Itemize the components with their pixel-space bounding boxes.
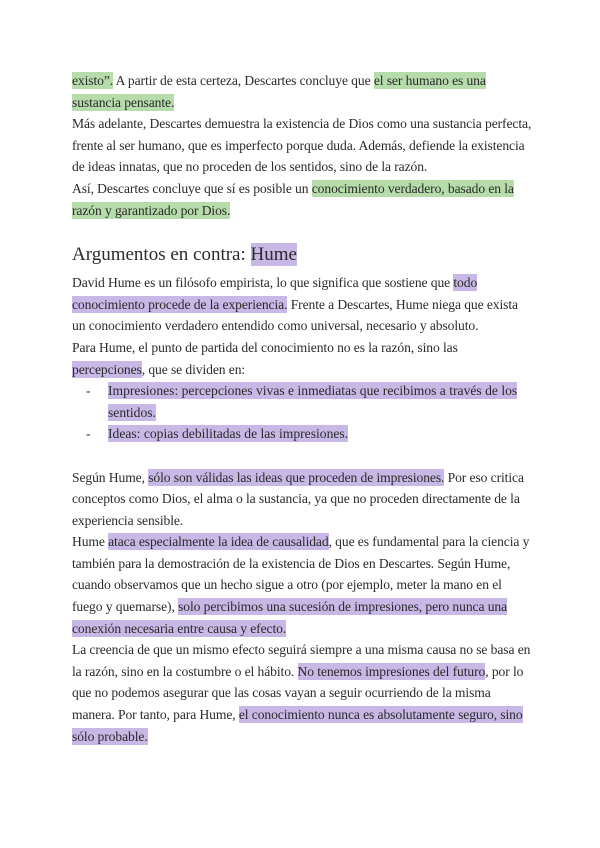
text-run: Para Hume, el punto de partida del conocimiento no es la razón, sino las [72,339,458,355]
text-run: A partir de esta certeza, Descartes concluye que [113,73,374,88]
paragraph-hume-habit [72,639,532,747]
text-run: Por eso critica conceptos como Dios, el alma o la sustancia, ya que no proceden directamente de la experiencia sensible. [72,469,524,528]
document-body [72,70,532,747]
paragraph-descartes-conclusion [72,70,532,113]
text-run: , por lo que no podemos asegurar que las cosas vayan a seguir ocurriendo de la misma manera. Por tanto, para Hume, [72,663,524,723]
list-item [86,380,532,423]
highlight-green: existo”. [72,73,114,88]
highlight-green: el ser humano es una sustancia pensante. [72,73,486,110]
highlight-purple: ataca especialmente la idea de causalidad [108,534,329,550]
text-run: , que es fundamental para la ciencia y también para la demostración de la existencia de Dios en Descartes. Según Hume, cuando observamos que un hecho sigue a otro (por ejemplo, meter la mano en el fuego y quemarse), [72,534,530,615]
highlight-purple: Impresiones: percepciones vivas e inmediatas que recibimos a través de los sentidos. [108,383,518,420]
text-run: La creencia de que un mismo efecto seguirá siempre a una misma causa no se basa en la razón, sino en la costumbre o el hábito. [72,642,531,679]
paragraph-hume-perceptions [72,337,532,380]
highlight-green: conocimiento verdadero, basado en la razón y garantizado por Dios. [72,180,514,218]
paragraph-hume-empiricist [72,272,532,337]
highlight-purple: el conocimiento nunca es absolutamente seguro, sino sólo probable. [72,707,523,744]
section-heading [72,242,532,268]
highlight-purple: No tenemos impresiones del futuro [297,663,486,679]
heading-highlight: Hume [250,244,297,266]
paragraph-hume-valid-ideas [72,467,532,532]
text-run: Según Hume, [72,469,149,485]
highlight-purple: Ideas: copias debilitadas de las impresiones. [108,426,349,442]
highlight-purple: solo percibimos una sucesión de impresiones, pero nunca una conexión necesaria entre causa y efecto. [72,599,508,636]
list-dash: - [86,383,91,399]
text-run: , que se dividen en: [141,361,246,377]
paragraph-descartes-god: Más adelante, Descartes demuestra la existencia de Dios como una sustancia perfecta, frente al ser humano, que es imperfecto porque duda. Además, defiende la existencia de ideas innatas, que no proceden de los sentidos, sino de la razón. [72,116,532,175]
paragraph-hume-causality [72,531,532,639]
highlight-purple: sólo son válidas las ideas que proceden de impresiones. [148,469,445,485]
text-run: Frente a Descartes, Hume niega que exista un conocimiento verdadero entendido como universal, necesario y absoluto. [72,296,518,334]
text-run: Así, Descartes concluye que sí es posible un [72,180,312,196]
heading-prefix: Argumentos en contra: [72,244,251,266]
blank-line [72,445,532,467]
paragraph-descartes-knowledge [72,178,532,221]
text-run: David Hume es un filósofo empirista, lo que significa que sostiene que [72,275,454,291]
highlight-purple: percepciones [72,361,142,377]
list-item [86,423,532,445]
text-run: Hume [72,534,109,550]
list-dash: - [86,426,91,442]
perception-list [72,380,532,445]
highlight-purple: todo conocimiento procede de la experiencia. [72,275,478,312]
